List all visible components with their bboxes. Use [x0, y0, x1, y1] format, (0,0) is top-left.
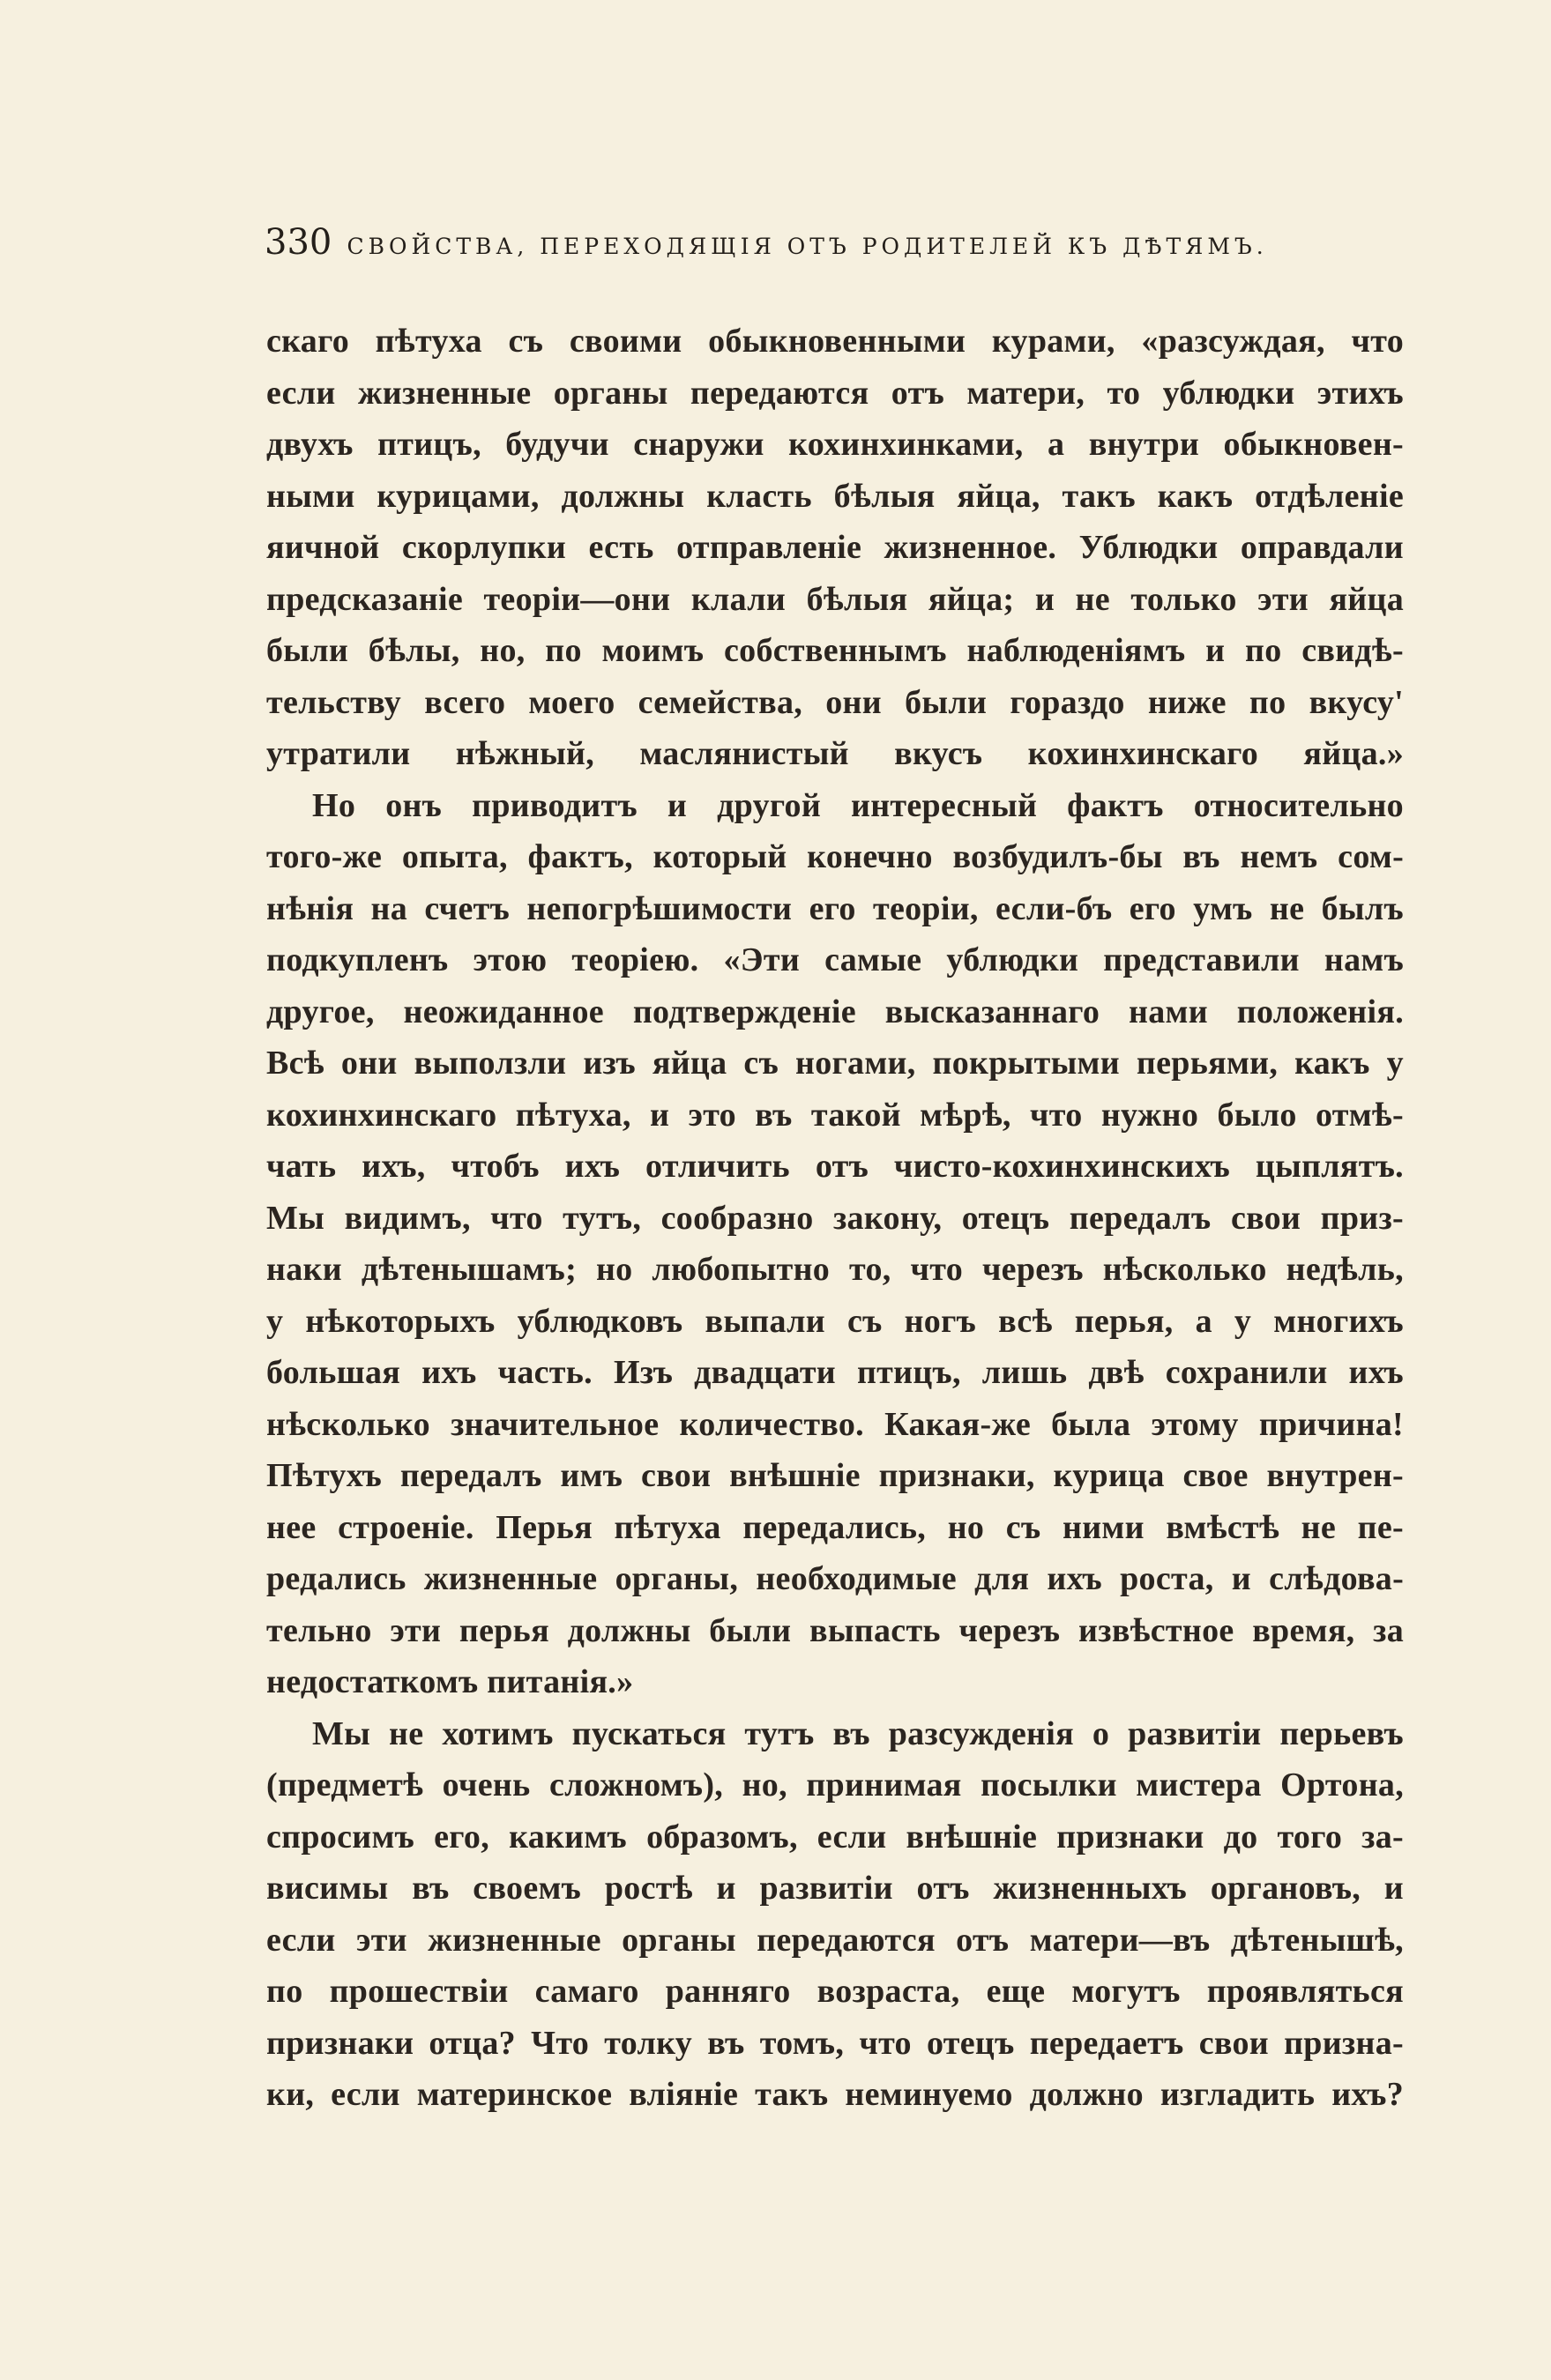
text-line: тельно эти перья должны были выпасть черезъ извѣстное время, за	[266, 1611, 1404, 1649]
text-line: ными курицами, должны класть бѣлыя яйца, такъ какъ отдѣленіе	[266, 477, 1404, 515]
text-line: яичной скорлупки есть отправленіе жизненное. Ублюдки оправдали	[266, 529, 1404, 566]
text-line: Мы не хотимъ пускаться тутъ въ разсужденія о развитіи перьевъ	[312, 1714, 1404, 1752]
text-line: тельству всего моего семейства, они были гораздо ниже по вкусу'	[266, 683, 1404, 721]
text-line: признаки отца? Что толку въ томъ, что отецъ передаетъ свои призна-	[266, 2024, 1404, 2062]
text-line: по прошествіи самаго ранняго возраста, еще могутъ проявляться	[266, 1973, 1404, 2010]
text-line: (предметѣ очень сложномъ), но, принимая посылки мистера Ортона,	[266, 1766, 1404, 1804]
text-line: скаго пѣтуха съ своими обыкновенными курами, «разсуждая, что	[266, 323, 1404, 360]
text-line: Пѣтухъ передалъ имъ свои внѣшніе признаки, курица свое внутрен-	[266, 1457, 1404, 1494]
text-line: того-же опыта, фактъ, который конечно возбудилъ-бы въ немъ сом-	[266, 838, 1404, 875]
running-title: СВОЙСТВА, ПЕРЕХОДЯЩІЯ ОТЪ РОДИТЕЛЕЙ КЪ ДѢТЯМЪ.	[347, 234, 1268, 259]
text-line: утратили нѣжный, маслянистый вкусъ кохинхинскаго яйца.»	[266, 735, 1404, 772]
text-line: другое, неожиданное подтвержденіе высказаннаго нами положенія.	[266, 993, 1404, 1030]
text-line: ки, если материнское вліяніе такъ неминуемо должно изгладить ихъ?	[266, 2076, 1404, 2113]
text-line: висимы въ своемъ ростѣ и развитіи отъ жизненныхъ органовъ, и	[266, 1870, 1404, 1907]
text-line: большая ихъ часть. Изъ двадцати птицъ, лишь двѣ сохранили ихъ	[266, 1354, 1404, 1391]
text-line: наки дѣтенышамъ; но любопытно то, что черезъ нѣсколько недѣль,	[266, 1251, 1404, 1288]
text-line: Но онъ приводитъ и другой интересный фактъ относительно	[312, 786, 1404, 824]
text-line: спросимъ его, какимъ образомъ, если внѣшніе признаки до того за-	[266, 1818, 1404, 1856]
text-line: Мы видимъ, что тутъ, сообразно закону, отецъ передалъ свои приз-	[266, 1199, 1404, 1237]
text-line: нѣнія на счетъ непогрѣшимости его теоріи, если-бъ его умъ не былъ	[266, 889, 1404, 927]
text-line: недостаткомъ питанія.»	[266, 1663, 634, 1700]
text-line: Всѣ они выползли изъ яйца съ ногами, покрытыми перьями, какъ у	[266, 1045, 1404, 1082]
text-line: если жизненные органы передаются отъ матери, то ублюдки этихъ	[266, 374, 1404, 412]
running-head	[265, 222, 1358, 275]
text-line: чать ихъ, чтобъ ихъ отличить отъ чисто-кохинхинскихъ цыплятъ.	[266, 1148, 1404, 1185]
text-line: редались жизненные органы, необходимые для ихъ роста, и слѣдова-	[266, 1560, 1404, 1597]
text-line: если эти жизненные органы передаются отъ матери—въ дѣтенышѣ,	[266, 1921, 1404, 1959]
page-number: 330	[265, 222, 332, 263]
text-line: двухъ птицъ, будучи снаружи кохинхинками, а внутри обыкновен-	[266, 426, 1404, 463]
text-line: нее строеніе. Перья пѣтуха передались, но съ ними вмѣстѣ не пе-	[266, 1508, 1404, 1546]
text-line: подкупленъ этою теоріею. «Эти самые ублюдки представили намъ	[266, 941, 1404, 978]
text-line: предсказаніе теоріи—они клали бѣлыя яйца; и не только эти яйца	[266, 580, 1404, 618]
body-text	[266, 316, 1404, 2121]
text-line: были бѣлы, но, по моимъ собственнымъ наблюденіямъ и по свидѣ-	[266, 632, 1404, 669]
text-line: кохинхинскаго пѣтуха, и это въ такой мѣрѣ, что нужно было отмѣ-	[266, 1096, 1404, 1134]
text-line: нѣсколько значительное количество. Какая-же была этому причина!	[266, 1405, 1404, 1443]
text-line: у нѣкоторыхъ ублюдковъ выпали съ ногъ всѣ перья, а у многихъ	[266, 1302, 1404, 1340]
